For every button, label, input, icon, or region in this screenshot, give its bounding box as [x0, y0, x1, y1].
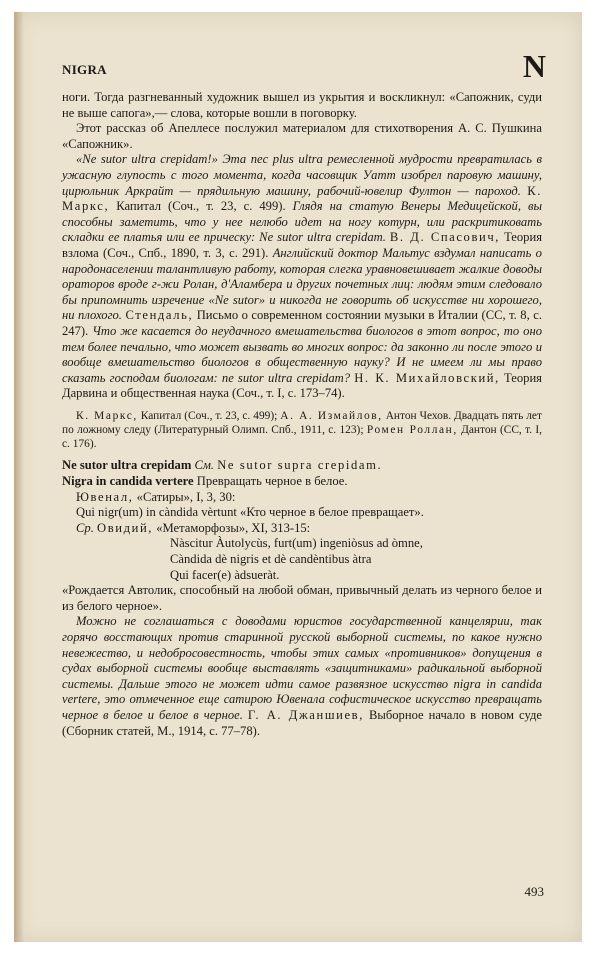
ref-author: К. Маркс,	[76, 409, 138, 422]
references	[62, 409, 542, 452]
verse-line-1: Nàscitur Àutolycùs, furt(um) ingeniòsus ad òmne,	[170, 536, 423, 551]
source-author: Ювенал,	[76, 489, 134, 504]
ref-text: Дантон (СС, т. I, с. 176).	[62, 424, 543, 451]
quote-source: Письмо о современном состоянии музыки в Италии (СС, т. 8, с. 247).	[62, 308, 542, 338]
entry-headword: Nigra in candida vertere	[62, 474, 194, 489]
latin-translation: «Кто черное в белое превращает».	[240, 505, 424, 520]
quote-author: В. Д. Спасович,	[389, 230, 501, 245]
entry-headword: Ne sutor ultra crepidam	[62, 458, 192, 473]
latin-line: Qui nigr(um) in càndida vèrtunt	[76, 505, 237, 520]
ovid-source	[62, 521, 542, 537]
verse-line-3: Qui facer(e) àdsueràt.	[170, 567, 280, 582]
entry-translation: Превращать черное в белое.	[196, 474, 348, 489]
verse-line-2: Càndida dè nigris et dè candèntibus àtra	[170, 552, 372, 567]
source-work: «Метаморфозы», XI, 313-15:	[156, 520, 311, 535]
ref-author: А. А. Измайлов,	[280, 409, 383, 422]
quote-marx	[62, 152, 542, 402]
quote-author: Г. А. Джаншиев,	[247, 707, 364, 722]
quote-author: К. Маркс,	[62, 183, 542, 214]
compare-label: Ср.	[76, 520, 94, 535]
quote-source: Теория взлома (Соч., Спб., 1890, т. 3, с. 291).	[62, 230, 542, 260]
quote-dzhanshiev	[62, 614, 542, 739]
cross-ref-target: Ne sutor supra crepidam.	[217, 458, 383, 473]
quote-text: «Ne sutor ultra crepidam!» Эта nec plus ultra ремесленной мудрости превратилась в ужасную глупость с того момента, когда часовщик Уатт изобрел паровую машину, цирюльник Аркрайт — прядильную машину, рабочий-ювелир Фултон — пароход.	[62, 152, 542, 198]
entry-nigra	[62, 474, 542, 490]
quote-text: Глядя на статую Венеры Медицейской, вы способны заметить, что у нее нелюбо идет на ногу котурн, или раскритиковать складки ее платья или ее прическу: Ne sutor ultra crepidam.	[62, 199, 542, 245]
entry-ne-sutor	[62, 458, 542, 474]
quote-text: Что же касается до неудачного вмешательства биологов в этот вопрос, то оно тем более печально, что может вызвать во многих вопрос: да законно ли после этого и вообще вмешательство биологов в общественную науку? И не имеем ли мы право сказать господам биологам: ne sutor ultra crepidam?	[62, 323, 542, 385]
quote-text: Английский доктор Мальтус вздумал написать о народонаселении талантливую работу, которая слегка уравновешивает жалкие доводы ораторов вроде г-жи Ролан, д'Аламбера и других почетных лиц: людям этим следовало бы припомнить изречение «Ne sutor» и никогда не говорить об искусстве ни хорошего, ни плохого.	[62, 245, 542, 323]
book-page	[14, 12, 582, 942]
ref-text: Капитал (Соч., т. 23, с. 499);	[140, 409, 278, 422]
source-work: «Сатиры», I, 3, 30:	[136, 489, 236, 504]
quote-source: Выборное начало в новом суде (Сборник статей, М., 1914, с. 77–78).	[62, 707, 542, 738]
paragraph-apelles-end: ноги. Тогда разгневанный художник вышел из укрытия и воскликнул: «Сапожник, суди не выше сапога»,— слова, которые вошли в поговорку.	[62, 90, 542, 120]
quote-source: Теория Дарвина и общественная наука (Соч., т. I, с. 173–74).	[62, 370, 542, 401]
page-body	[62, 90, 542, 739]
quote-text: Можно не соглашаться с доводами юристов государственной канцелярии, так горячо восстающих против старинной русской выборной системы, по какое нужно невежество, и недобросовестность, чтобы этих самых «противников» допущения в судах выборной системы вообще выставлять «защитниками» радикальной выборной системы. Дальше этого не может идти самое развязное искусство nigra in candida vertere, это отмеченное еще сатирою Ювенала софистическое искусство превращать черное в белое и белое в черное.	[62, 614, 542, 722]
page-spine-shadow	[14, 12, 24, 942]
quote-author: Стендаль,	[125, 308, 194, 323]
section-letter: N	[522, 48, 546, 84]
page-number: 493	[524, 884, 544, 899]
running-head: NIGRA	[62, 62, 107, 77]
source-author: Овидий,	[97, 520, 154, 535]
juvenal-quote	[62, 505, 542, 521]
ovid-translation: «Рождается Автолик, способный на любой обман, привычный делать из черного белое и из белого черное».	[62, 583, 542, 613]
ref-text: Антон Чехов. Двадцать пять лет по ложному следу (Литературный Олимп. Спб., 1911, с. 123);	[62, 409, 542, 437]
juvenal-source	[62, 490, 542, 506]
cross-ref-label: См.	[194, 458, 215, 473]
quote-source: Капитал (Соч., т. 23, с. 499).	[116, 199, 286, 214]
ref-author: Ромен Роллан,	[366, 424, 458, 437]
quote-author: Н. К. Михайловский,	[354, 370, 500, 385]
paragraph-pushkin: Этот рассказ об Апеллесе послужил материалом для стихотворения А. С. Пушкина «Сапожник».	[62, 121, 542, 151]
